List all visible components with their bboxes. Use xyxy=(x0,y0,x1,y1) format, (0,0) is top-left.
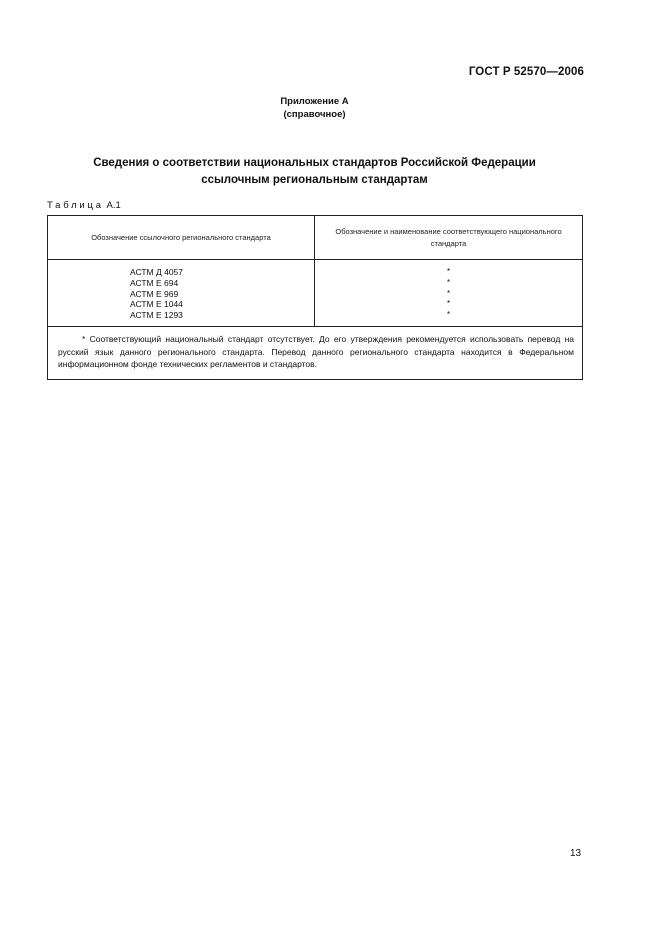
table-cell-national: * xyxy=(446,277,451,287)
table-caption-number: А.1 xyxy=(106,200,121,211)
annex-type: (справочное) xyxy=(283,109,346,120)
annex-title: Приложение А xyxy=(280,96,349,107)
table-cell-standard: АСТМ Е 1044 xyxy=(130,299,183,310)
table-cell-standard: АСТМ Е 694 xyxy=(130,277,179,288)
table-header-row xyxy=(48,216,582,260)
regional-standards-column xyxy=(48,260,315,326)
table-cell-national: * xyxy=(446,310,451,320)
table-cell-standard: АСТМ Е 969 xyxy=(130,288,179,299)
table-cell-national: * xyxy=(446,288,451,298)
table-footnote: * Соответствующий национальный стандарт отсутствует. До его утверждения рекомендуется использовать перевод на русский язык данного регионального стандарта. Перевод данного регионального стандарта находится в Федеральном информационном фонде технических регламентов и стандартов. xyxy=(58,334,574,370)
standards-table xyxy=(47,215,583,380)
header-cell-national-standard: Обозначение и наименование соответствующего национального стандарта xyxy=(335,226,562,248)
table-cell-standard: АСТМ Д 4057 xyxy=(130,267,184,277)
section-title-line-2: ссылочным региональным стандартам xyxy=(201,174,428,186)
section-title-line-1: Сведения о соответствии национальных стандартов Российской Федерации xyxy=(93,157,536,169)
header-cell-regional-standard: Обозначение ссылочного регионального стандарта xyxy=(48,216,315,259)
page-number: 13 xyxy=(570,848,582,859)
table-footnote-row xyxy=(48,327,582,379)
national-standards-column xyxy=(315,260,582,326)
table-cell-standard: АСТМ Е 1293 xyxy=(130,310,183,321)
annex-heading xyxy=(0,95,629,121)
section-title xyxy=(60,155,569,189)
table-cell-national: * xyxy=(446,267,451,276)
document-number: ГОСТ Р 52570—2006 xyxy=(468,66,584,78)
table-caption-word: Таблица xyxy=(47,200,104,211)
table-cell-national: * xyxy=(446,299,451,309)
table-body-row xyxy=(48,260,582,327)
table-caption xyxy=(47,200,121,211)
